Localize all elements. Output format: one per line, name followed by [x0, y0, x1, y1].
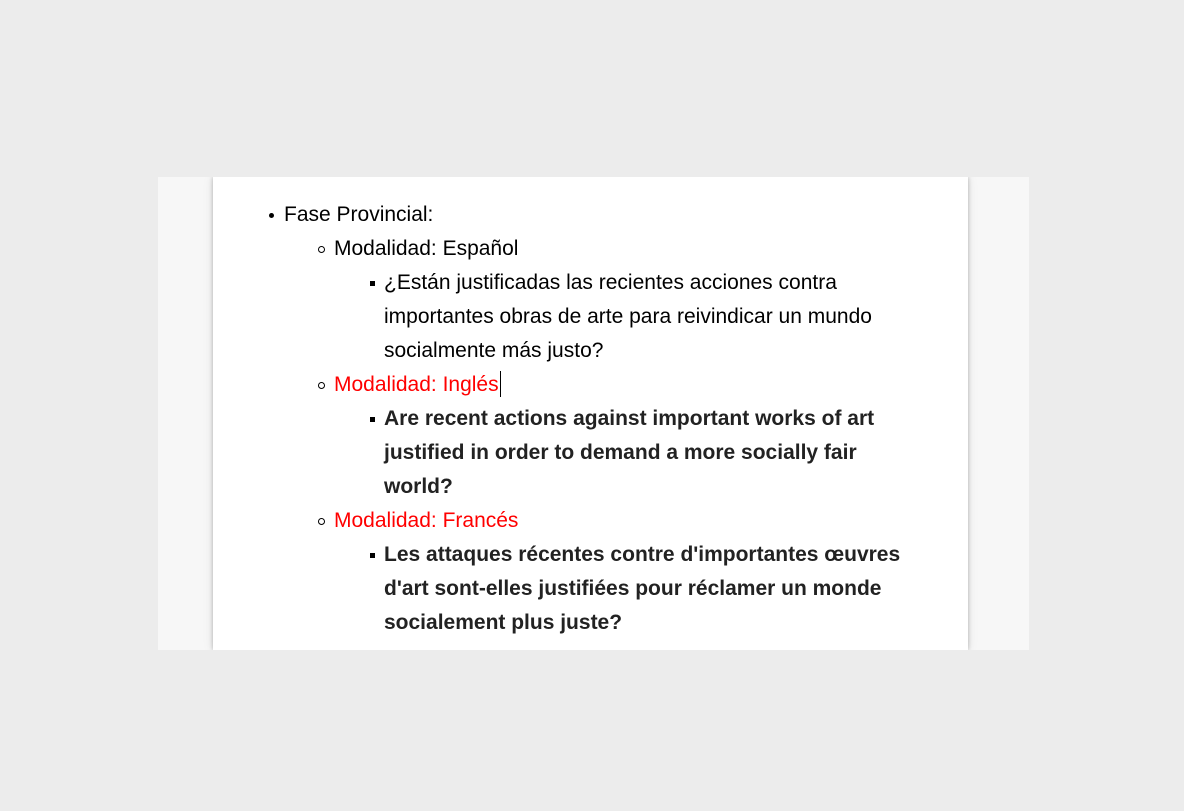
list-item-question-spanish[interactable] [213, 266, 968, 300]
question-spanish-line-1[interactable]: ¿Están justificadas las recientes acciones contra [384, 271, 837, 294]
bullet-disc-icon [269, 213, 274, 218]
question-french-line-3[interactable]: socialement plus juste? [384, 611, 623, 634]
list-item-question-english[interactable] [213, 402, 968, 436]
question-spanish-continuation[interactable] [213, 300, 968, 334]
bullet-square-icon [370, 553, 375, 558]
question-spanish-line-3[interactable]: socialmente más justo? [384, 339, 604, 362]
list-item-modality-french[interactable] [213, 504, 968, 538]
list-item-phase[interactable] [213, 198, 968, 232]
modality-heading-english[interactable]: Modalidad: Inglés [334, 373, 499, 396]
question-french-line-2[interactable]: d'art sont-elles justifiées pour réclamer un monde [384, 577, 882, 600]
list-item-modality-english[interactable] [213, 368, 968, 402]
bullet-circle-icon [318, 382, 325, 389]
question-french-continuation[interactable] [213, 572, 968, 606]
phase-label[interactable]: Fase Provincial: [284, 203, 434, 226]
question-english-line-3[interactable]: world? [384, 475, 453, 498]
question-french-line-1[interactable]: Les attaques récentes contre d'importantes œuvres [384, 543, 901, 566]
document-page[interactable] [213, 177, 968, 650]
question-english-line-2[interactable]: justified in order to demand a more socially fair [384, 441, 857, 464]
modality-heading-spanish[interactable]: Modalidad: Español [334, 237, 519, 260]
modality-heading-french[interactable]: Modalidad: Francés [334, 509, 519, 532]
question-english-continuation[interactable] [213, 436, 968, 470]
list-item-modality-spanish[interactable] [213, 232, 968, 266]
text-cursor [500, 371, 501, 397]
question-french-continuation[interactable] [213, 606, 968, 640]
document-content[interactable] [213, 198, 968, 640]
bullet-square-icon [370, 281, 375, 286]
bullet-circle-icon [318, 518, 325, 525]
bullet-square-icon [370, 417, 375, 422]
question-english-continuation[interactable] [213, 470, 968, 504]
question-english-line-1[interactable]: Are recent actions against important works of art [384, 407, 875, 430]
question-spanish-line-2[interactable]: importantes obras de arte para reivindicar un mundo [384, 305, 872, 328]
question-spanish-continuation[interactable] [213, 334, 968, 368]
list-item-question-french[interactable] [213, 538, 968, 572]
bullet-circle-icon [318, 246, 325, 253]
document-viewport[interactable] [158, 177, 1029, 650]
